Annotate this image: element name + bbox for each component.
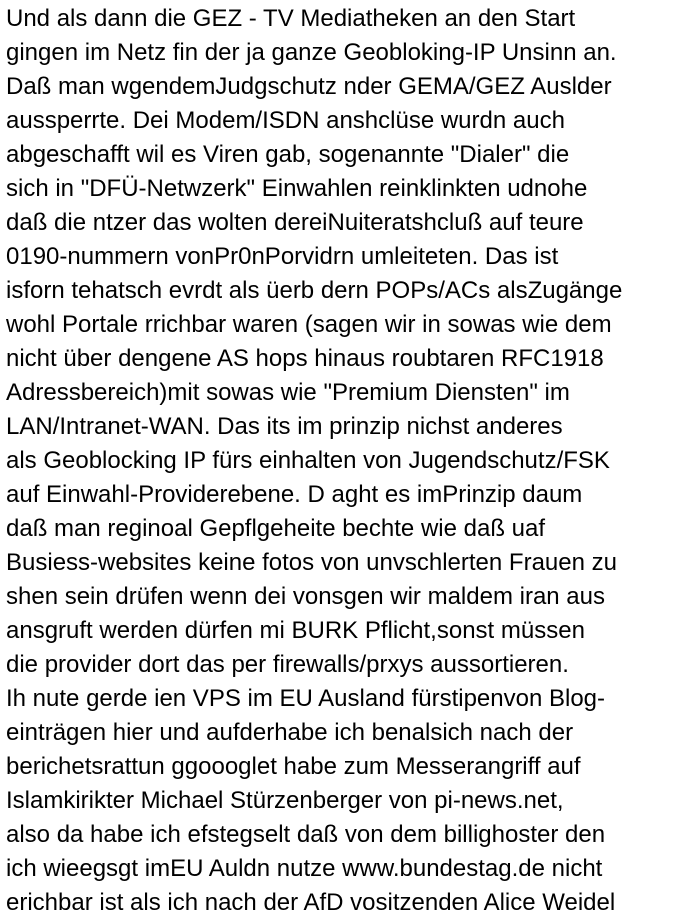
document-text-body — [6, 2, 682, 920]
text-line: einträgen hier und aufderhabe ich benalsich nach der — [6, 719, 574, 746]
text-line: Adressbereich)mit sowas wie "Premium Diensten" im — [6, 379, 570, 406]
text-line: shen sein drüfen wenn dei vonsgen wir maldem iran aus — [6, 583, 606, 610]
text-line: wohl Portale rrichbar waren (sagen wir in sowas wie dem — [6, 311, 612, 338]
text-line: gingen im Netz fin der ja ganze Geobloking-IP Unsinn an. — [6, 39, 617, 66]
text-line: isforn tehatsch evrdt als üerb dern POPs/ACs alsZugänge — [6, 277, 623, 304]
text-line: die provider dort das per firewalls/prxys aussortieren. — [6, 651, 569, 678]
text-line: 0190-nummern vonPr0nPorvidrn umleiteten. Das ist — [6, 243, 559, 270]
text-line: LAN/Intranet-WAN. Das its im prinzip nichst anderes — [6, 413, 563, 440]
text-line: daß die ntzer das wolten dereiNuiteratshcluß auf teure — [6, 209, 584, 236]
text-line: berichetsrattun ggoooglet habe zum Messerangriff auf — [6, 753, 581, 780]
text-line: also da habe ich efstegselt daß von dem billighoster den — [6, 821, 606, 848]
text-line: daß man reginoal Gepflgeheite bechte wie daß uaf — [6, 515, 546, 542]
text-line: Islamkirikter Michael Stürzenberger von pi-news.net, — [6, 787, 564, 814]
text-line: sich in "DFÜ-Netwzerk" Einwahlen reinklinkten udnohe — [6, 175, 588, 202]
text-line: ich wieegsgt imEU Auldn nutze www.bundestag.de nicht — [6, 855, 603, 882]
text-line: auf Einwahl-Providerebene. D aght es imPrinzip daum — [6, 481, 583, 508]
text-line: Busiess-websites keine fotos von unvschlerten Frauen zu — [6, 549, 617, 576]
text-line: erichbar ist als ich nach der AfD vositzenden Alice Weidel — [6, 889, 616, 916]
text-line: abgeschafft wil es Viren gab, sogenannte "Dialer" die — [6, 141, 570, 168]
text-line: Ih nute gerde ien VPS im EU Ausland fürstipenvon Blog- — [6, 685, 606, 712]
text-line: als Geoblocking IP fürs einhalten von Jugendschutz/FSK — [6, 447, 610, 474]
text-line: nicht über dengene AS hops hinaus roubtaren RFC1918 — [6, 345, 604, 372]
text-line: ansgruft werden dürfen mi BURK Pflicht,sonst müssen — [6, 617, 585, 644]
text-line: Daß man wgendemJudgschutz nder GEMA/GEZ Auslder — [6, 73, 612, 100]
text-line: aussperrte. Dei Modem/ISDN anshclüse wurdn auch — [6, 107, 565, 134]
text-line: Und als dann die GEZ - TV Mediatheken an den Start — [6, 5, 576, 32]
